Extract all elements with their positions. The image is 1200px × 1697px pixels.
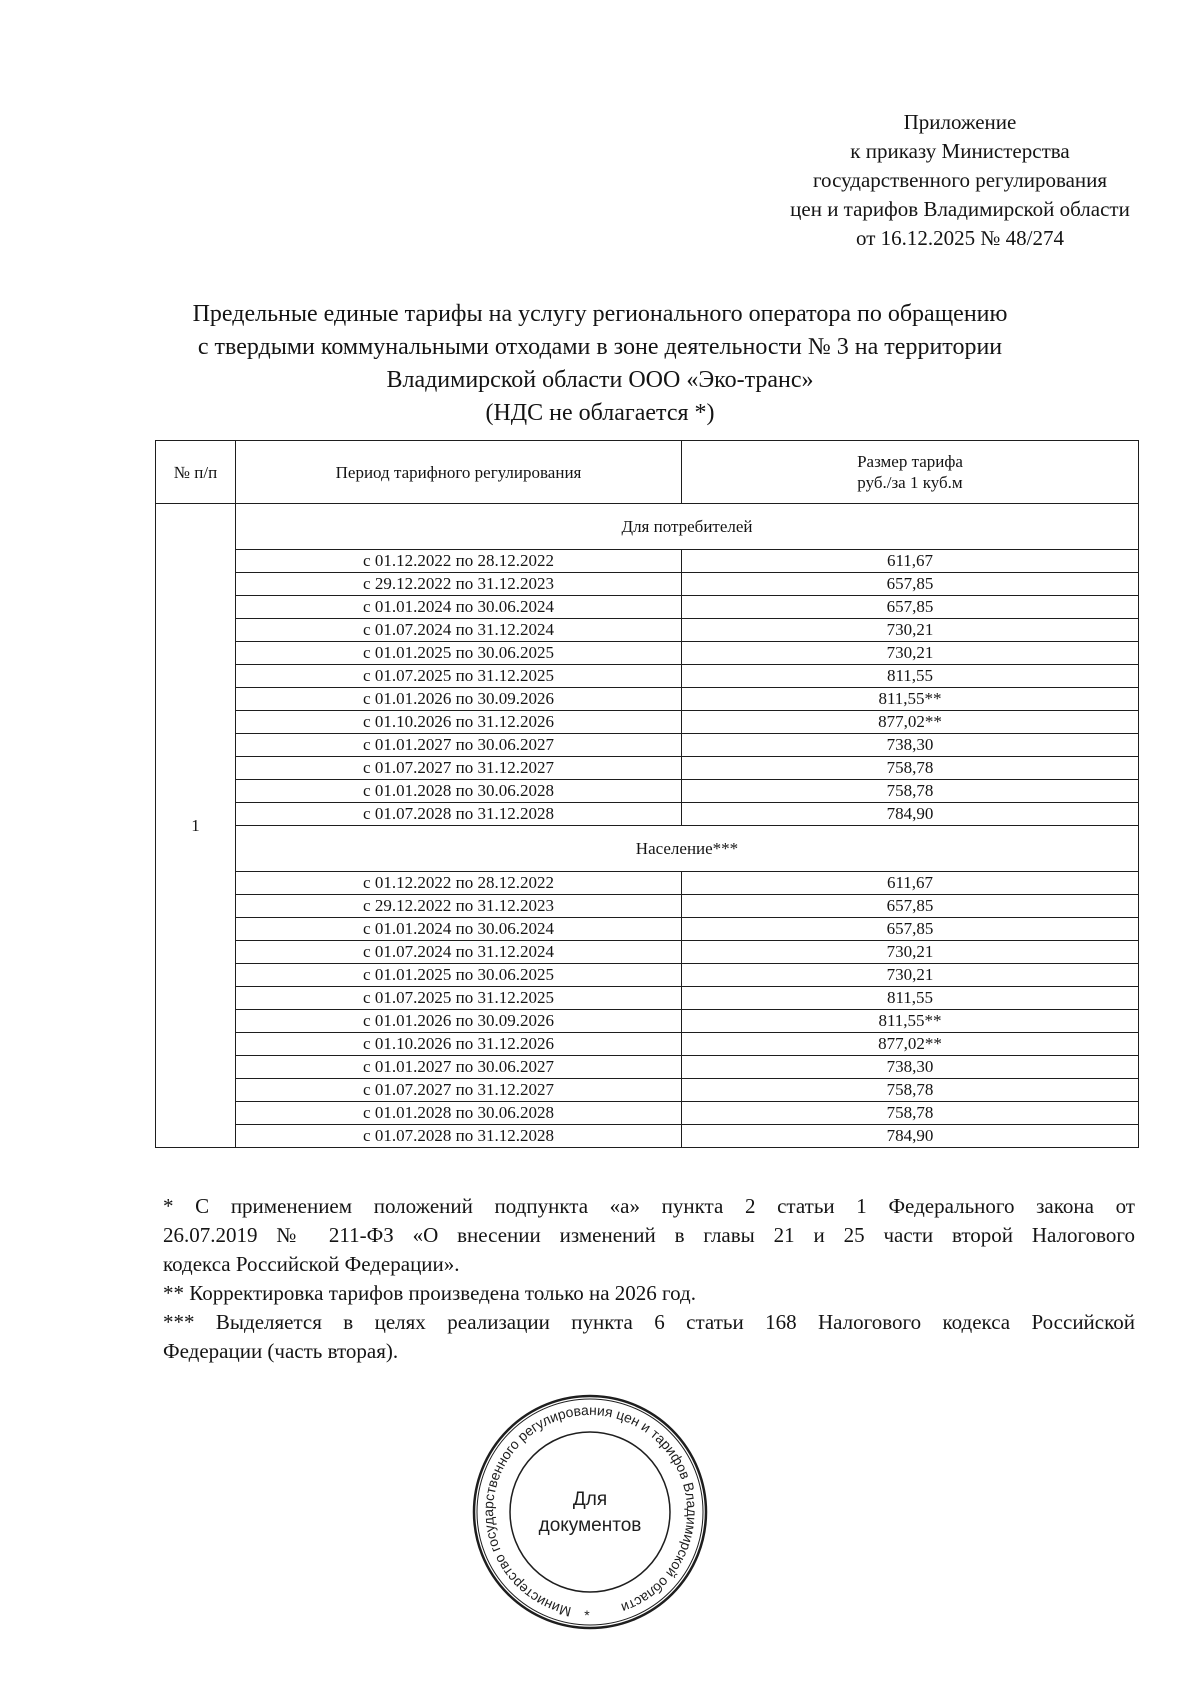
rate-cell: 657,85 <box>682 895 1139 918</box>
table-row <box>156 734 1139 757</box>
stamp-seal <box>470 1392 710 1632</box>
period-cell: с 01.01.2027 по 30.06.2027 <box>236 1056 682 1079</box>
rate-cell: 611,67 <box>682 872 1139 895</box>
period-cell: с 01.07.2028 по 31.12.2028 <box>236 803 682 826</box>
footnote-line: * С применением положений подпункта «а» пункта 2 статьи 1 Федерального закона от <box>163 1194 1135 1218</box>
rate-cell: 657,85 <box>682 573 1139 596</box>
period-cell: с 01.07.2024 по 31.12.2024 <box>236 941 682 964</box>
rate-cell: 738,30 <box>682 1056 1139 1079</box>
table-row <box>156 803 1139 826</box>
table-row <box>156 964 1139 987</box>
footnote-line: Федерации (часть вторая). <box>163 1339 399 1363</box>
rate-cell: 657,85 <box>682 596 1139 619</box>
table-row <box>156 642 1139 665</box>
rate-cell: 738,30 <box>682 734 1139 757</box>
table-row <box>156 619 1139 642</box>
period-cell: с 29.12.2022 по 31.12.2023 <box>236 895 682 918</box>
table-row <box>156 1056 1139 1079</box>
header-period: Период тарифного регулирования <box>236 441 682 504</box>
period-cell: с 01.07.2025 по 31.12.2025 <box>236 987 682 1010</box>
document-title <box>140 298 1060 430</box>
rate-cell: 811,55** <box>682 688 1139 711</box>
header-rate <box>682 441 1139 504</box>
rate-cell: 784,90 <box>682 803 1139 826</box>
period-cell: с 01.07.2027 по 31.12.2027 <box>236 757 682 780</box>
table-row <box>156 1125 1139 1148</box>
header-num: № п/п <box>156 441 236 504</box>
row-number-cell: 1 <box>156 504 236 1148</box>
table-header-row <box>156 441 1139 504</box>
title-line: с твердыми коммунальными отходами в зоне деятельности № 3 на территории <box>197 334 1003 360</box>
stamp-outer-ring <box>474 1396 706 1628</box>
footnote-3 <box>163 1308 1135 1366</box>
table-row <box>156 1079 1139 1102</box>
rate-cell: 811,55 <box>682 665 1139 688</box>
period-cell: с 01.01.2026 по 30.09.2026 <box>236 1010 682 1033</box>
header-rate-line2: руб./за 1 куб.м <box>857 473 963 492</box>
rate-cell: 877,02** <box>682 1033 1139 1056</box>
table-row <box>156 895 1139 918</box>
table-row <box>156 1102 1139 1125</box>
rate-cell: 730,21 <box>682 941 1139 964</box>
section-title: Для потребителей <box>236 504 1139 550</box>
stamp-center-line2: документов <box>538 1515 642 1536</box>
period-cell: с 01.12.2022 по 28.12.2022 <box>236 872 682 895</box>
rate-cell: 730,21 <box>682 642 1139 665</box>
period-cell: с 01.01.2025 по 30.06.2025 <box>236 964 682 987</box>
period-cell: с 01.01.2026 по 30.09.2026 <box>236 688 682 711</box>
appendix-line: цен и тарифов Владимирской области <box>790 197 1130 221</box>
stamp-center-line1: Для <box>572 1489 608 1510</box>
title-line: Предельные единые тарифы на услугу регионального оператора по обращению <box>192 301 1008 327</box>
title-line: Владимирской области ООО «Эко-транс» <box>386 367 814 393</box>
period-cell: с 01.07.2025 по 31.12.2025 <box>236 665 682 688</box>
appendix-line: государственного регулирования <box>812 168 1108 192</box>
period-cell: с 01.01.2028 по 30.06.2028 <box>236 780 682 803</box>
rate-cell: 811,55** <box>682 1010 1139 1033</box>
appendix-block <box>700 108 1200 253</box>
period-cell: с 29.12.2022 по 31.12.2023 <box>236 573 682 596</box>
appendix-line: к приказу Министерства <box>850 139 1070 163</box>
table-row <box>156 573 1139 596</box>
stamp-inner-ring <box>510 1432 670 1592</box>
period-cell: с 01.01.2027 по 30.06.2027 <box>236 734 682 757</box>
table-body <box>156 504 1139 1148</box>
stamp-outer-ring-inner <box>477 1399 703 1625</box>
period-cell: с 01.12.2022 по 28.12.2022 <box>236 550 682 573</box>
appendix-line: Приложение <box>903 110 1017 134</box>
rate-cell: 730,21 <box>682 964 1139 987</box>
footnotes <box>163 1192 1135 1366</box>
table-row <box>156 1010 1139 1033</box>
rate-cell: 611,67 <box>682 550 1139 573</box>
rate-cell: 730,21 <box>682 619 1139 642</box>
stamp-star: * <box>584 1607 590 1623</box>
table-row <box>156 941 1139 964</box>
stamp-ring-text: Министерство государственного регулирования цен и тарифов Владимирской области <box>480 1401 701 1621</box>
footnote-2: ** Корректировка тарифов произведена только на 2026 год. <box>163 1281 696 1305</box>
table-row <box>156 918 1139 941</box>
table-row <box>156 780 1139 803</box>
section-header-row <box>156 504 1139 550</box>
rate-cell: 758,78 <box>682 1102 1139 1125</box>
period-cell: с 01.07.2028 по 31.12.2028 <box>236 1125 682 1148</box>
table-row <box>156 596 1139 619</box>
rate-cell: 758,78 <box>682 1079 1139 1102</box>
period-cell: с 01.07.2024 по 31.12.2024 <box>236 619 682 642</box>
footnote-1 <box>163 1192 1135 1279</box>
period-cell: с 01.07.2027 по 31.12.2027 <box>236 1079 682 1102</box>
header-rate-line1: Размер тарифа <box>857 452 963 471</box>
footnote-line: 26.07.2019 № 211-ФЗ «О внесении изменений в главы 21 и 25 части второй Налогового <box>163 1223 1135 1247</box>
table-row <box>156 711 1139 734</box>
table-row <box>156 872 1139 895</box>
table-row <box>156 688 1139 711</box>
footnote-line: кодекса Российской Федерации». <box>163 1252 460 1276</box>
rate-cell: 811,55 <box>682 987 1139 1010</box>
table-row <box>156 665 1139 688</box>
period-cell: с 01.10.2026 по 31.12.2026 <box>236 711 682 734</box>
period-cell: с 01.01.2024 по 30.06.2024 <box>236 918 682 941</box>
period-cell: с 01.01.2024 по 30.06.2024 <box>236 596 682 619</box>
table-row <box>156 550 1139 573</box>
period-cell: с 01.01.2025 по 30.06.2025 <box>236 642 682 665</box>
rate-cell: 657,85 <box>682 918 1139 941</box>
footnote-line: *** Выделяется в целях реализации пункта 6 статьи 168 Налогового кодекса Российской <box>163 1310 1135 1334</box>
period-cell: с 01.10.2026 по 31.12.2026 <box>236 1033 682 1056</box>
period-cell: с 01.01.2028 по 30.06.2028 <box>236 1102 682 1125</box>
section-header-row <box>156 826 1139 872</box>
appendix-line: от 16.12.2025 № 48/274 <box>855 226 1065 250</box>
rate-cell: 784,90 <box>682 1125 1139 1148</box>
tariff-table <box>155 440 1139 1148</box>
table-row <box>156 987 1139 1010</box>
table-row <box>156 757 1139 780</box>
rate-cell: 758,78 <box>682 780 1139 803</box>
rate-cell: 877,02** <box>682 711 1139 734</box>
table-row <box>156 1033 1139 1056</box>
section-title: Население*** <box>236 826 1139 872</box>
title-line: (НДС не облагается *) <box>485 400 715 426</box>
rate-cell: 758,78 <box>682 757 1139 780</box>
